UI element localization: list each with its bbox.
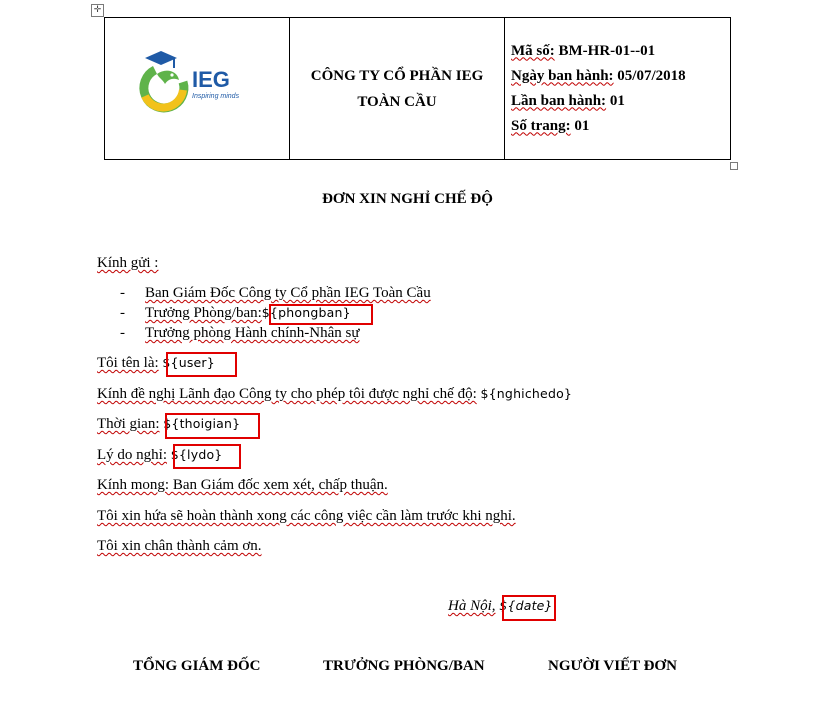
name-line: Tôi tên là: ${user} bbox=[97, 355, 215, 371]
to-label: Kính gửi : bbox=[97, 255, 159, 271]
document-code: Mã số: BM-HR-01--01 bbox=[511, 42, 656, 59]
reason-placeholder: ${lydo} bbox=[170, 447, 223, 462]
department-placeholder: ${phongban} bbox=[261, 305, 351, 320]
reason-line: Lý do nghỉ: ${lydo} bbox=[97, 447, 223, 463]
signature-applicant: NGƯỜI VIẾT ĐƠN bbox=[548, 658, 677, 674]
request-line: Kính đề nghị Lãnh đạo Công ty cho phép tôi được nghỉ chế độ: ${nghichedo} bbox=[97, 386, 573, 402]
name-placeholder: ${user} bbox=[162, 355, 215, 370]
hope-line: Kính mong: Ban Giám đốc xem xét, chấp thuận. bbox=[97, 477, 388, 493]
recipient-dash-1: - bbox=[120, 285, 125, 301]
company-name-line2: TOÀN CẦU bbox=[357, 93, 437, 110]
header-table bbox=[104, 17, 731, 160]
time-highlight-box bbox=[165, 413, 260, 439]
request-placeholder: ${nghichedo} bbox=[480, 386, 573, 401]
date-placeholder: ${date} bbox=[499, 598, 553, 613]
department-highlight-box bbox=[269, 304, 373, 325]
name-highlight-box bbox=[166, 352, 237, 377]
issue-date: Ngày ban hành: 05/07/2018 bbox=[511, 67, 686, 84]
signature-director: TỔNG GIÁM ĐỐC bbox=[133, 658, 261, 674]
company-name-line1: CÔNG TY CỔ PHẦN IEG bbox=[310, 67, 484, 84]
place-date-line: Hà Nội, ${date} bbox=[448, 598, 553, 614]
svg-text:Inspiring minds: Inspiring minds bbox=[192, 93, 240, 100]
page-count: Số trang: 01 bbox=[511, 117, 590, 134]
recipient-3: Trưởng phòng Hành chính-Nhân sự bbox=[145, 325, 360, 341]
form-title: ĐƠN XIN NGHỈ CHẾ ĐỘ bbox=[322, 191, 493, 207]
recipient-1: Ban Giám Đốc Công ty Cổ phần IEG Toàn Cầu bbox=[145, 285, 431, 301]
thanks-line: Tôi xin chân thành cảm ơn. bbox=[97, 538, 262, 554]
recipient-dash-2: - bbox=[120, 305, 125, 321]
table-move-handle-icon[interactable]: ✛ bbox=[91, 4, 104, 17]
table-resize-handle-icon[interactable] bbox=[730, 162, 738, 170]
reason-highlight-box bbox=[170, 444, 241, 469]
time-line: Thời gian: ${thoigian} bbox=[97, 416, 241, 432]
recipient-2: Trưởng Phòng/ban:${phongban} bbox=[145, 305, 351, 321]
svg-text:IEG: IEG bbox=[192, 67, 230, 92]
logo-cell bbox=[105, 18, 290, 160]
promise-line: Tôi xin hứa sẽ hoàn thành xong các công việc cần làm trước khi nghỉ. bbox=[97, 508, 516, 524]
ieg-logo-icon bbox=[135, 40, 275, 120]
signature-department-head: TRƯỞNG PHÒNG/BAN bbox=[323, 658, 485, 674]
document-info-cell bbox=[505, 18, 731, 160]
company-name-cell bbox=[290, 18, 505, 160]
time-placeholder: ${thoigian} bbox=[163, 416, 241, 431]
date-highlight-box bbox=[502, 595, 556, 621]
recipient-dash-3: - bbox=[120, 325, 125, 341]
revision-number: Lần ban hành: 01 bbox=[511, 92, 625, 109]
